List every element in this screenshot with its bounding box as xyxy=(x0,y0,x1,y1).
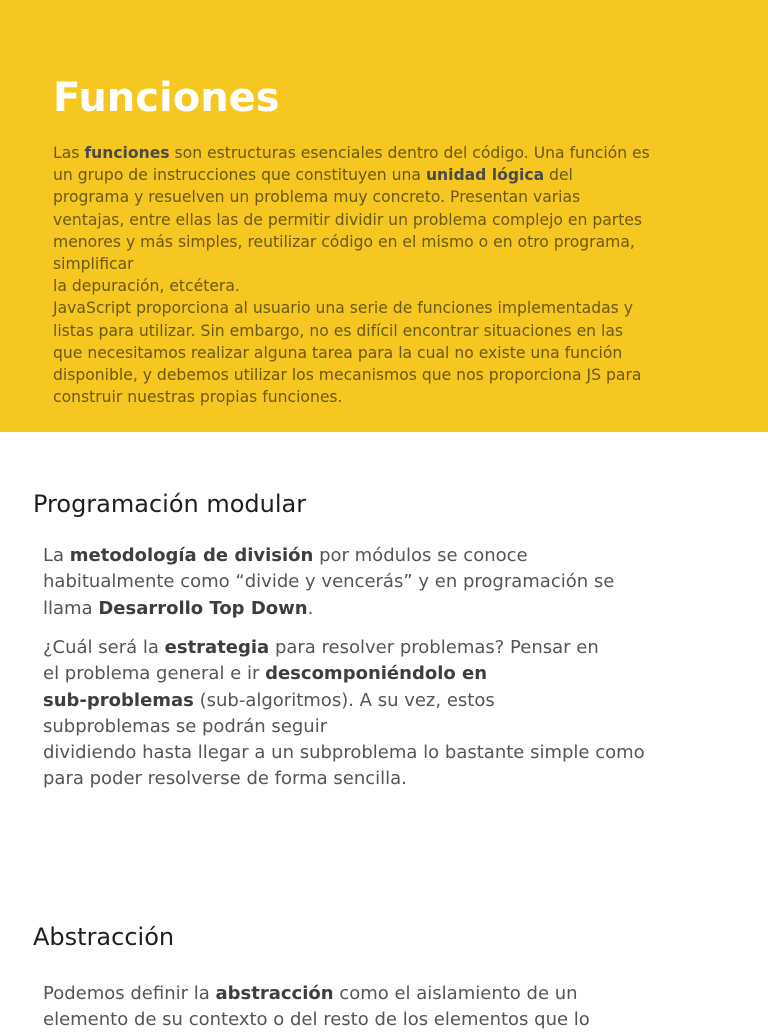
text-line xyxy=(53,209,733,231)
modular-paragraph-2 xyxy=(43,635,743,793)
bold-term: sub-problemas xyxy=(43,689,194,711)
text-segment: son estructuras esenciales dentro del código. Una función es xyxy=(169,144,650,162)
bold-term: estrategia xyxy=(164,637,270,658)
text-segment: construir nuestras propias funciones. xyxy=(53,388,343,407)
text-line xyxy=(43,635,743,661)
text-segment: por módulos se conoce xyxy=(313,545,528,566)
abstraccion-paragraph-1 xyxy=(43,981,743,1034)
text-segment: Las xyxy=(53,144,85,162)
text-segment: listas para utilizar. Sin embargo, no es difícil encontrar situaciones en las xyxy=(53,321,624,340)
text-segment: ventajas, entre ellas las de permitir dividir un problema complejo en partes xyxy=(53,210,643,229)
bold-term: abstracción xyxy=(215,983,334,1004)
text-segment: JavaScript proporciona al usuario una serie de funciones implementadas y xyxy=(53,299,633,318)
text-segment: disponible, y debemos utilizar los mecanismos que nos proporciona JS para xyxy=(53,366,642,385)
header-banner xyxy=(0,0,768,432)
bold-term: Desarrollo Top Down xyxy=(98,597,308,619)
bold-term: descomponiéndolo en xyxy=(265,663,488,685)
text-line xyxy=(53,275,733,297)
text-line xyxy=(43,981,743,1007)
text-line xyxy=(53,386,733,408)
text-segment: (sub-algoritmos). A su vez, estos xyxy=(193,689,495,711)
text-line xyxy=(43,596,743,622)
intro-paragraph xyxy=(53,142,733,408)
text-segment: llama xyxy=(43,597,99,619)
text-line xyxy=(53,186,733,208)
bold-term: funciones xyxy=(84,144,170,162)
text-line xyxy=(43,714,743,740)
text-segment: para resolver problemas? Pensar en xyxy=(269,637,599,658)
text-line xyxy=(53,364,733,386)
text-line xyxy=(43,766,743,792)
text-line xyxy=(53,320,733,342)
text-segment: del xyxy=(544,166,573,185)
text-segment: La xyxy=(43,545,70,566)
modular-paragraph-1 xyxy=(43,543,743,622)
text-segment: subproblemas se podrán seguir xyxy=(43,715,328,737)
bold-term: metodología de división xyxy=(69,545,314,566)
text-segment: para poder resolverse de forma sencilla. xyxy=(43,768,407,790)
text-line xyxy=(53,297,733,319)
text-line xyxy=(53,164,733,186)
section-title-abstraccion: Abstracción xyxy=(33,923,175,951)
text-segment: menores y más simples, reutilizar código en el mismo o en otro programa, xyxy=(53,232,635,251)
section-title-programacion-modular: Programación modular xyxy=(33,490,307,518)
text-line xyxy=(53,253,733,275)
text-line xyxy=(43,543,743,569)
text-segment: la depuración, etcétera. xyxy=(53,277,240,296)
text-line xyxy=(43,661,743,687)
text-segment: elemento de su contexto o del resto de los elementos que lo xyxy=(43,1009,590,1031)
text-segment: habitualmente como “divide y vencerás” y en programación se xyxy=(43,571,615,593)
text-line xyxy=(53,342,733,364)
text-segment: el problema general e ir xyxy=(43,663,266,685)
text-segment: simplificar xyxy=(53,255,134,274)
text-line xyxy=(43,688,743,714)
text-segment: ¿Cuál será la xyxy=(43,637,165,658)
page-title: Funciones xyxy=(53,75,280,121)
text-line xyxy=(43,569,743,595)
text-line xyxy=(43,740,743,766)
text-segment: programa y resuelven un problema muy concreto. Presentan varias xyxy=(53,188,581,207)
text-segment: Podemos definir la xyxy=(43,983,216,1004)
text-line xyxy=(53,142,733,164)
text-line xyxy=(43,1007,743,1033)
bold-term: unidad lógica xyxy=(425,166,545,185)
text-segment: como el aislamiento de un xyxy=(333,983,578,1004)
text-segment: . xyxy=(307,597,314,619)
text-segment: un grupo de instrucciones que constituyen una xyxy=(53,166,426,185)
text-line xyxy=(53,231,733,253)
text-segment: dividiendo hasta llegar a un subproblema lo bastante simple como xyxy=(43,742,645,764)
text-segment: que necesitamos realizar alguna tarea para la cual no existe una función xyxy=(53,343,623,362)
